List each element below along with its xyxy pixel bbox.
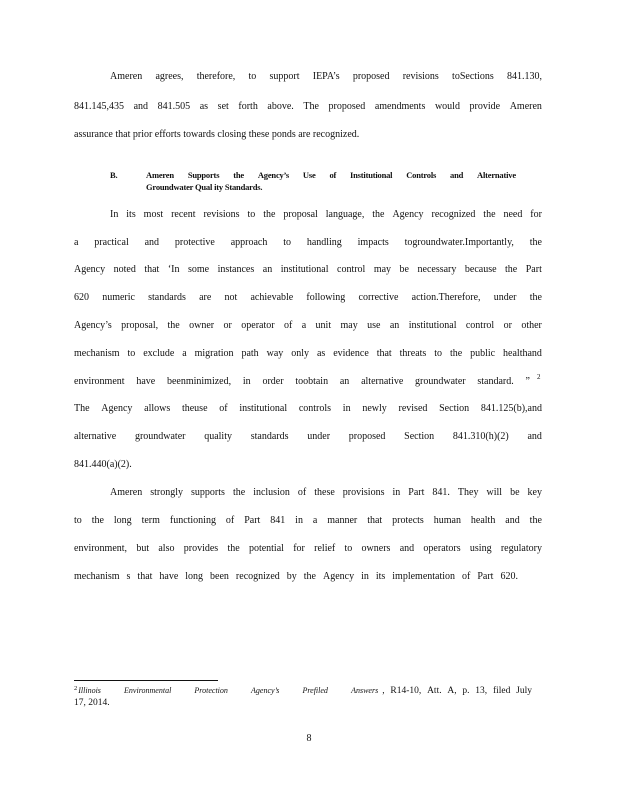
footnote-divider (74, 680, 218, 681)
section-heading-line-2: Groundwater Qual ity Standards. (146, 182, 263, 192)
para2-line-2: a practical and protective approach to handling impacts togroundwater.Importantly, the (74, 237, 542, 248)
para2-line-10: 841.440(a)(2). (74, 459, 132, 470)
para3-line-3: environment, but also provides the potential for relief to owners and operators using regulatory (74, 543, 542, 554)
para1-line-3: assurance that prior efforts towards closing these ponds are recognized. (74, 129, 360, 140)
para3-line-2: to the long term functioning of Part 841 in a manner that protects human health and the (74, 515, 542, 526)
page-number: 8 (306, 733, 312, 744)
para2-line-7: environment have beenminimized, in order toobtain an alternative groundwater standard. ” (74, 376, 530, 387)
para3-line-1: Ameren strongly supports the inclusion of these provisions in Part 841. They will be key (110, 487, 542, 498)
para3-line-4: mechanism s that have long been recognized by the Agency in its implementation of Part 620. (74, 571, 518, 582)
para2-line-4: 620 numeric standards are not achievable following corrective action.Therefore, under the (74, 292, 542, 303)
para1-line-2: 841.145,435 and 841.505 as set forth above. The proposed amendments would provide Ameren (74, 101, 542, 112)
para2-line-5: Agency’s proposal, the owner or operator of a unit may use an institutional control or other (74, 320, 542, 331)
para2-line-3: Agency noted that ‘In some instances an institutional control may be necessary because the Part (74, 264, 542, 275)
footnote-ref[interactable]: 2 (537, 373, 541, 381)
footnote-citation: , R14-10, Att. A, p. 13, filed July (382, 686, 532, 696)
para1-line-1: Ameren agrees, therefore, to support IEPA’s proposed revisions toSections 841.130, (110, 71, 542, 82)
para2-line-1: In its most recent revisions to the proposal language, the Agency recognized the need for (110, 209, 542, 220)
para2-line-6: mechanism to exclude a migration path way only as evidence that threats to the public healthand (74, 348, 542, 359)
section-label: B. (110, 170, 118, 180)
para2-line-9: alternative groundwater quality standards under proposed Section 841.310(h)(2) and (74, 431, 542, 442)
footnote-source-title: Illinois Environmental Protection Agency’s Prefiled Answers (78, 686, 379, 695)
para2-line-8: The Agency allows theuse of institutional controls in newly revised Section 841.125(b),and (74, 403, 542, 414)
footnote-number: 2 (74, 685, 78, 692)
footnote-line-2: 17, 2014. (74, 698, 110, 708)
section-heading-line-1: Ameren Supports the Agency’s Use of Institutional Controls and Alternative (146, 170, 516, 180)
footnote-line-1 (74, 685, 532, 697)
